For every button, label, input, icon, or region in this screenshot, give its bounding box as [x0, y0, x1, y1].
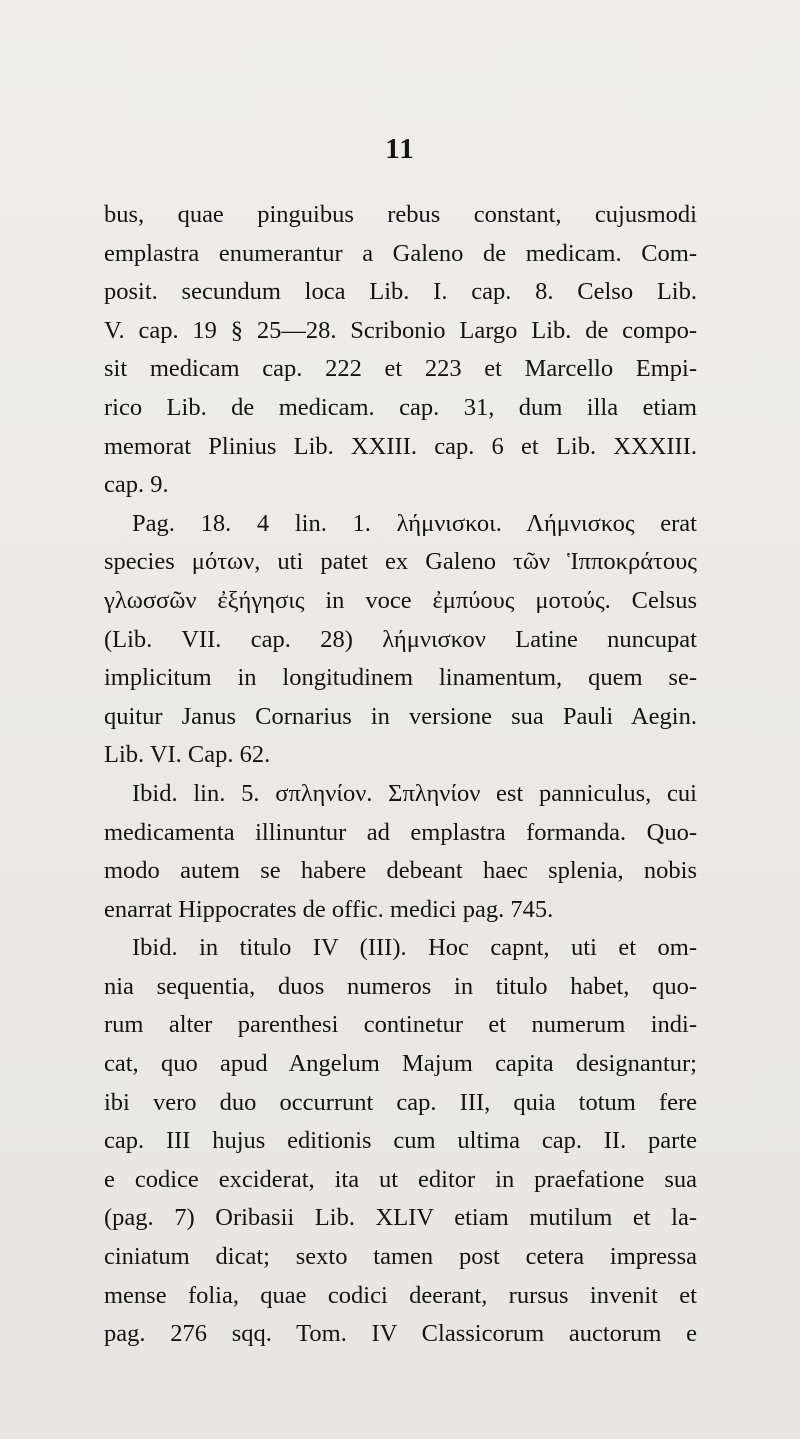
text-line: species μότων, uti patet ex Galeno τῶν Ἱπποκράτους	[104, 548, 697, 576]
text-line: cat, quo apud Angelum Majum capita designantur;	[104, 1050, 697, 1078]
text-line: nia sequentia, duos numeros in titulo habet, quo-	[104, 972, 697, 1000]
text-line: ciniatum dicat; sexto tamen post cetera impressa	[104, 1243, 697, 1271]
text-line: rum alter parenthesi continetur et numerum indi-	[104, 1011, 697, 1039]
text-line: ibi vero duo occurrunt cap. III, quia totum fere	[104, 1088, 697, 1116]
text-line: posit. secundum loca Lib. I. cap. 8. Celso Lib.	[104, 278, 697, 306]
text-line: cap. III hujus editionis cum ultima cap. II. parte	[104, 1127, 697, 1155]
text-line: bus, quae pinguibus rebus constant, cujusmodi	[104, 201, 697, 228]
text-line: implicitum in longitudinem linamentum, quem se-	[104, 664, 697, 692]
text-line: Pag. 18. 4 lin. 1. λήμνισκοι. Λήμνισκος erat	[132, 509, 697, 537]
text-line: modo autem se habere debeant haec splenia, nobis	[104, 857, 697, 885]
text-line: (Lib. VII. cap. 28) λήμνισκον Latine nuncupat	[104, 625, 697, 653]
text-line: (pag. 7) Oribasii Lib. XLIV etiam mutilum et la-	[104, 1204, 697, 1232]
text-line: Ibid. in titulo IV (III). Hoc capnt, uti et om-	[132, 934, 697, 962]
page-number: 11	[385, 133, 415, 165]
text-line: V. cap. 19 § 25—28. Scribonio Largo Lib. de compo-	[104, 316, 697, 344]
text-line: rico Lib. de medicam. cap. 31, dum illa etiam	[104, 393, 697, 421]
body-text	[104, 196, 697, 1354]
text-line: emplastra enumerantur a Galeno de medicam. Com-	[104, 239, 697, 267]
text-line: medicamenta illinuntur ad emplastra formanda. Quo-	[104, 818, 697, 846]
text-line: cap. 9.	[104, 471, 169, 499]
text-line: γλωσσῶν ἐξήγησις in voce ἐμπύους μοτούς. Celsus	[104, 586, 697, 614]
text-line: pag. 276 sqq. Tom. IV Classicorum auctorum e	[104, 1320, 697, 1348]
text-line: Lib. VI. Cap. 62.	[104, 741, 271, 769]
text-line: memorat Plinius Lib. XXIII. cap. 6 et Lib. XXXIII.	[104, 432, 697, 460]
text-line: e codice exciderat, ita ut editor in praefatione sua	[104, 1165, 697, 1193]
text-line: Ibid. lin. 5. σπληνίον. Σπληνίον est panniculus, cui	[132, 779, 697, 807]
text-line: quitur Janus Cornarius in versione sua Pauli Aegin.	[104, 702, 697, 730]
text-line: enarrat Hippocrates de offic. medici pag. 745.	[104, 895, 554, 923]
text-line: sit medicam cap. 222 et 223 et Marcello Empi-	[104, 355, 697, 383]
text-line: mense folia, quae codici deerant, rursus invenit et	[104, 1281, 697, 1309]
